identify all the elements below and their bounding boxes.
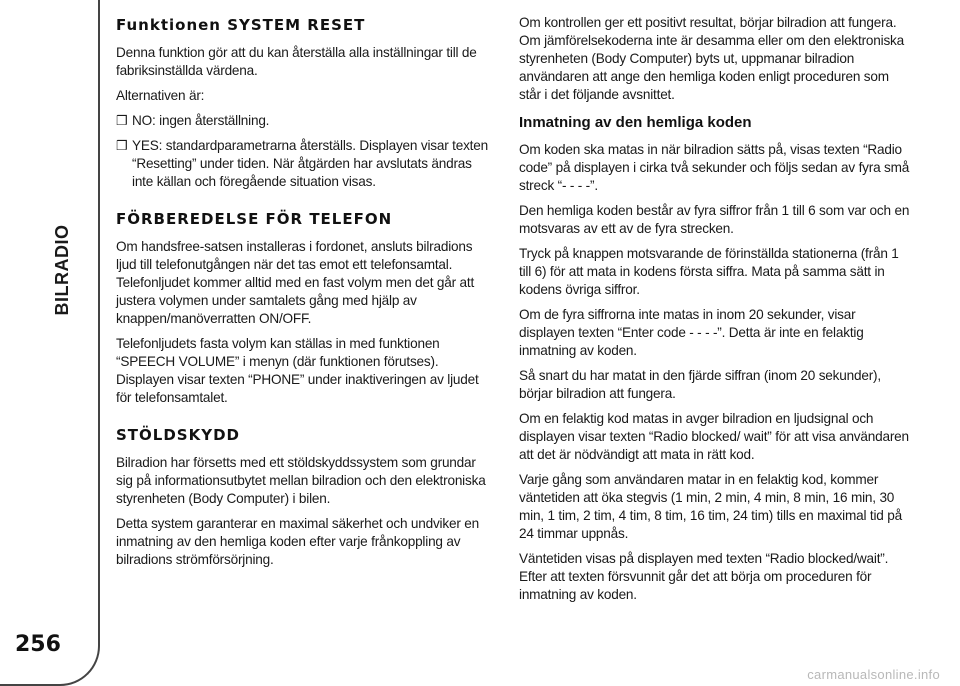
heading-system-reset: Funktionen SYSTEM RESET xyxy=(116,16,366,34)
paragraph: Telefonljudets fasta volym kan ställas in med funktionen “SPEECH VOLUME” i menyn (där funktionen förutses). Displayen visar texten “PHONE” under inaktiveringen av ljudet för telefonsamtalet. xyxy=(116,336,479,405)
paragraph: Väntetiden visas på displayen med texten “Radio blocked/wait”. Efter att texten försvunnit går det att börja om proceduren för inmatning av koden. xyxy=(519,551,889,602)
paragraph: Bilradion har försetts med ett stöldskyddssystem som grundar sig på informationsutbytet mellan bilradion och den elektroniska styrenheten (Body Computer) i bilen. xyxy=(116,455,486,506)
paragraph: Om en felaktig kod matas in avger bilradion en ljudsignal och displayen visar texten “Radio blocked/ wait” för att visa användaren att det är nödvändigt att mata in rätt kod. xyxy=(519,411,909,462)
paragraph: Tryck på knappen motsvarande de förinställda stationerna (från 1 till 6) för att mata in kodens första siffra. Mata på samma sätt in kodens övriga siffror. xyxy=(519,246,899,297)
heading-anti-theft: STÖLDSKYDD xyxy=(116,426,240,444)
paragraph: Om de fyra siffrorna inte matas in inom 20 sekunder, visar displayen texten “Enter code - - - -”. Detta är inte en felaktig inmatning av koden. xyxy=(519,307,864,358)
heading-secret-code: Inmatning av den hemliga koden xyxy=(519,114,752,131)
right-column xyxy=(519,14,911,611)
side-tab xyxy=(0,0,100,686)
section-label: BILRADIO xyxy=(52,224,72,316)
watermark: carmanualsonline.info xyxy=(807,667,940,682)
paragraph: Varje gång som användaren matar in en felaktig kod, kommer väntetiden att öka stegvis (1 min, 2 min, 4 min, 8 min, 16 min, 30 min, 1 tim, 2 tim, 4 tim, 8 tim, 16 tim, 24 tim) tills en maximal tid på 24 timmar uppnås. xyxy=(519,472,902,541)
left-column xyxy=(116,14,491,576)
paragraph: Om koden ska matas in när bilradion sätts på, visas texten “Radio code” på displayen i cirka två sekunder och följs sedan av fyra små streck “- - - -”. xyxy=(519,142,910,193)
list-item-text: YES: standardparametrarna återställs. Displayen visar texten “Resetting” under tiden. När åtgärden har avslutats ändras inte källan och föregående situation visas. xyxy=(132,138,488,189)
paragraph: Om handsfree-satsen installeras i fordonet, ansluts bilradions ljud till telefonutgången när det tas emot ett telefonsamtal. Telefonljudet kommer alltid med en fast volym men det går att justera volymen under samtalets gång med hjälp av knappen/manöverratten ON/OFF. xyxy=(116,239,475,326)
heading-telephone: FÖRBEREDELSE FÖR TELEFON xyxy=(116,210,393,228)
page-number: 256 xyxy=(15,632,61,657)
list-item xyxy=(116,112,491,130)
paragraph: Om kontrollen ger ett positivt resultat, börjar bilradion att fungera. Om jämförelsekoderna inte är desamma eller om den elektroniska styrenheten (Body Computer) byts ut, uppmanar bilradion användaren att ange den hemliga koden enligt proceduren som står i det följande avsnittet. xyxy=(519,15,905,102)
paragraph: Alternativen är: xyxy=(116,88,205,103)
list-item xyxy=(116,137,491,191)
paragraph: Så snart du har matat in den fjärde siffran (inom 20 sekunder), börjar bilradion att fungera. xyxy=(519,368,881,401)
checkbox-bullet-icon: ❒ xyxy=(116,113,128,128)
checkbox-bullet-icon: ❒ xyxy=(116,138,128,153)
paragraph: Den hemliga koden består av fyra siffror från 1 till 6 som var och en motsvaras av ett av de fyra strecken. xyxy=(519,203,910,236)
paragraph: Detta system garanterar en maximal säkerhet och undviker en inmatning av den hemliga koden efter varje frånkoppling av bilradions strömförsörjning. xyxy=(116,516,479,567)
paragraph: Denna funktion gör att du kan återställa alla inställningar till de fabriksinställda värdena. xyxy=(116,45,477,78)
list-item-text: NO: ingen återställning. xyxy=(132,113,270,128)
